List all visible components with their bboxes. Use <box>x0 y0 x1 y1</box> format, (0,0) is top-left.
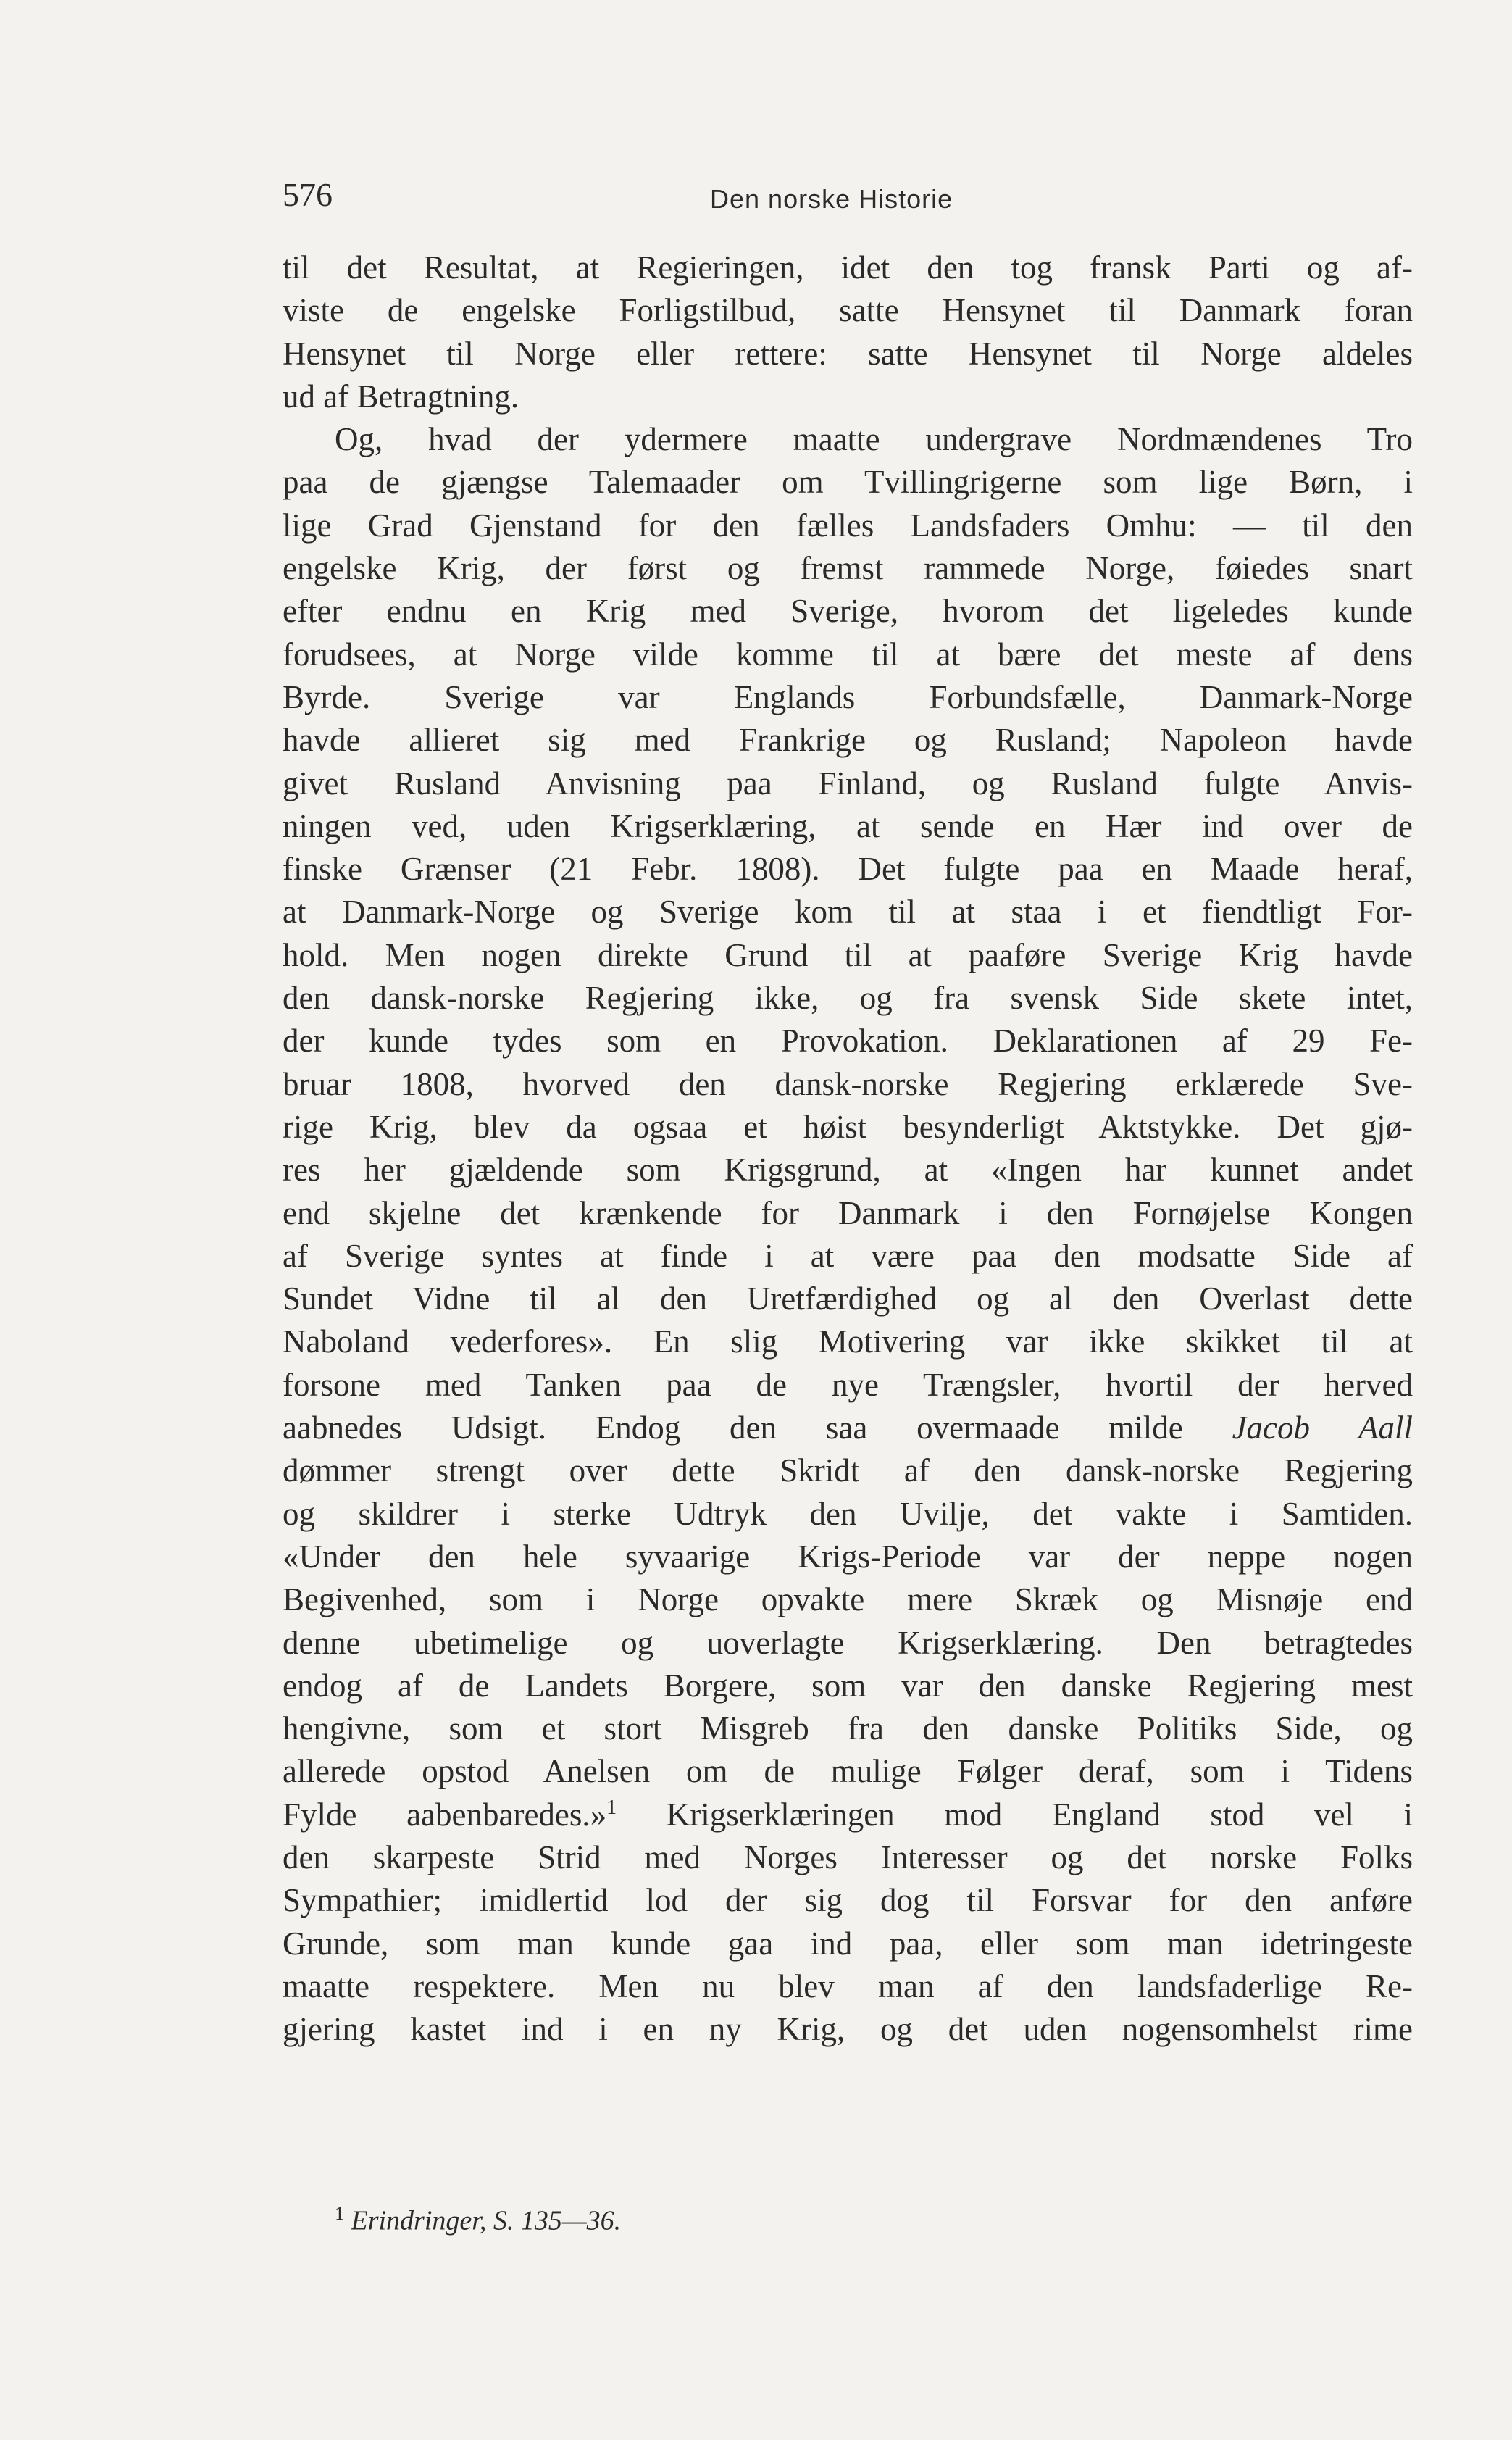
text-line: ningen ved, uden Krigserklæring, at sende en Hær ind over de <box>283 807 1413 844</box>
text-line: den skarpeste Strid med Norges Interesser og det norske Folks <box>283 1839 1413 1875</box>
footnote-text: Erindringer, S. 135—36. <box>351 2205 622 2236</box>
text-line: givet Rusland Anvisning paa Finland, og Rusland fulgte Anvis- <box>283 765 1413 801</box>
page-header <box>283 175 1413 219</box>
text-line: endog af de Landets Borgere, som var den danske Regjering mest <box>283 1667 1413 1704</box>
text-line: dømmer strengt over dette Skridt af den dansk-norske Regjering <box>283 1452 1413 1489</box>
text-line-with-name <box>283 1407 1413 1449</box>
text-line: til det Resultat, at Regieringen, idet den tog fransk Parti og af- <box>283 249 1413 286</box>
text-line: hold. Men nogen direkte Grund til at paaføre Sverige Krig havde <box>283 936 1413 973</box>
text-line: end skjelne det krænkende for Danmark i den Fornøjelse Kongen <box>283 1194 1413 1231</box>
body-text <box>283 246 1413 2051</box>
text-line: lige Grad Gjenstand for den fælles Landsfaders Omhu: — til den <box>283 507 1413 544</box>
text-line-start: Fylde aabenbaredes.» <box>283 1796 607 1833</box>
text-line: viste de engelske Forligstilbud, satte Hensynet til Danmark foran <box>283 292 1413 329</box>
italic-person-name: Jacob Aall <box>1232 1410 1413 1446</box>
footnote-reference[interactable]: 1 <box>606 1796 617 1819</box>
text-line: allerede opstod Anelsen om de mulige Følger deraf, som i Tidens <box>283 1753 1413 1790</box>
text-line: Og, hvad der ydermere maatte undergrave Nordmændenes Tro <box>335 421 1413 458</box>
text-line: forudsees, at Norge vilde komme til at bære det meste af dens <box>283 636 1413 673</box>
text-line: Sympathier; imidlertid lod der sig dog til Forsvar for den anføre <box>283 1882 1413 1919</box>
text-line: Sundet Vidne til al den Uretfærdighed og al den Overlast dette <box>283 1281 1413 1317</box>
text-line: Hensynet til Norge eller rettere: satte Hensynet til Norge aldeles <box>283 335 1413 372</box>
text-line: engelske Krig, der først og fremst rammede Norge, føiedes snart <box>283 550 1413 587</box>
text-line: af Sverige syntes at finde i at være paa den modsatte Side af <box>283 1237 1413 1274</box>
text-line: den dansk-norske Regjering ikke, og fra svensk Side skete intet, <box>283 980 1413 1017</box>
text-line: forsone med Tanken paa de nye Trængsler, hvortil der herved <box>283 1366 1413 1403</box>
text-line: der kunde tydes som en Provokation. Deklarationen af 29 Fe- <box>283 1023 1413 1059</box>
text-line: og skildrer i sterke Udtryk den Uvilje, det vakte i Samtiden. <box>283 1495 1413 1532</box>
text-line: efter endnu en Krig med Sverige, hvorom det ligeledes kunde <box>283 593 1413 630</box>
text-line-end: Krigserklæringen mod England stod vel i <box>617 1796 1413 1833</box>
footnote-marker: 1 <box>335 2203 344 2224</box>
text-line: rige Krig, blev da ogsaa et høist besynderligt Aktstykke. Det gjø- <box>283 1108 1413 1145</box>
text-line: res her gjældende som Krigsgrund, at «Ingen har kunnet andet <box>283 1152 1413 1188</box>
running-head: Den norske Historie <box>710 184 953 214</box>
footnote <box>335 2203 621 2237</box>
text-line: paa de gjængse Talemaader om Tvillingrigerne som lige Børn, i <box>283 464 1413 501</box>
text-line: maatte respektere. Men nu blev man af den landsfaderlige Re- <box>283 1968 1413 2004</box>
text-line: Grunde, som man kunde gaa ind paa, eller som man idetringeste <box>283 1925 1413 1962</box>
page-number: 576 <box>283 176 333 213</box>
text-line: finske Grænser (21 Febr. 1808). Det fulgte paa en Maade heraf, <box>283 851 1413 888</box>
text-line-start: aabnedes Udsigt. Endog den saa overmaade milde <box>283 1410 1232 1446</box>
text-line: «Under den hele syvaarige Krigs-Periode var der neppe nogen <box>283 1538 1413 1575</box>
text-line: at Danmark-Norge og Sverige kom til at staa i et fiendtligt For- <box>283 894 1413 930</box>
text-line: Byrde. Sverige var Englands Forbundsfælle, Danmark-Norge <box>283 678 1413 715</box>
text-line: Naboland vederfores». En slig Motivering var ikke skikket til at <box>283 1323 1413 1360</box>
text-line: ud af Betragtning. <box>283 378 519 415</box>
text-line: havde allieret sig med Frankrige og Rusland; Napoleon havde <box>283 722 1413 759</box>
text-line-with-footnote-ref <box>283 1794 1413 1836</box>
text-line: hengivne, som et stort Misgreb fra den danske Politiks Side, og <box>283 1710 1413 1747</box>
text-line: Begivenhed, som i Norge opvakte mere Skræk og Misnøje end <box>283 1581 1413 1618</box>
text-line: bruar 1808, hvorved den dansk-norske Regjering erklærede Sve- <box>283 1065 1413 1102</box>
text-line: gjering kastet ind i en ny Krig, og det uden nogensomhelst rime <box>283 2011 1413 2048</box>
text-line: denne ubetimelige og uoverlagte Krigserklæring. Den betragtedes <box>283 1624 1413 1661</box>
